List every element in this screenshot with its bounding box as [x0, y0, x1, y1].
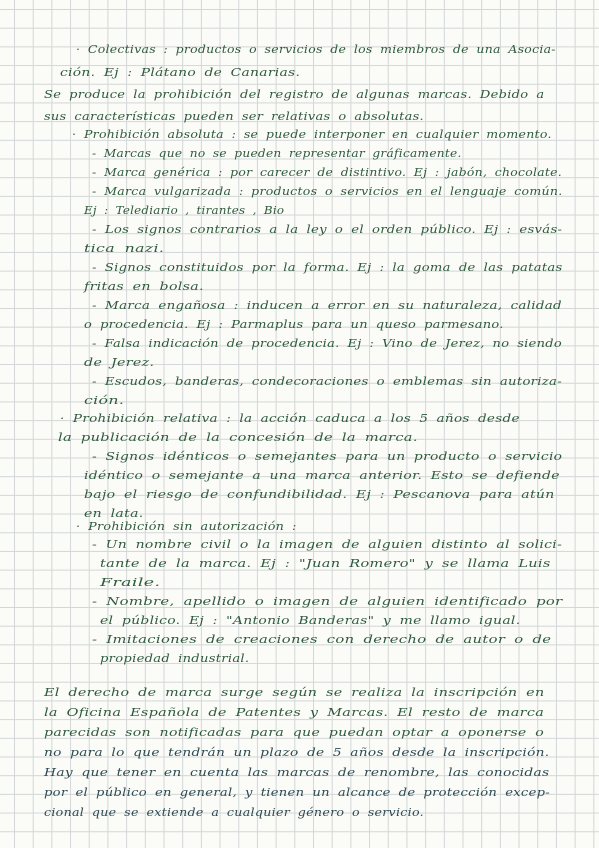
- note-line: · Prohibición relativa : la acción caduca a los 5 años desde: [60, 412, 520, 425]
- note-line: - Marca genérica : por carecer de distintivo. Ej : jabón, chocolate.: [92, 166, 563, 179]
- note-line: - Los signos contrarios a la ley o el orden público. Ej : esvás-: [92, 223, 563, 236]
- note-line: no para lo que tendrán un plazo de 5 años desde la inscripción.: [44, 746, 550, 759]
- note-line: bajo el riesgo de confundibilidad. Ej : Pescanova para atún: [84, 488, 555, 501]
- note-line: - Escudos, banderas, condecoraciones o emblemas sin autoriza-: [92, 375, 562, 388]
- note-line: propiedad industrial.: [100, 652, 250, 665]
- note-line: por el público en general, y tienen un alcance de protección excep-: [44, 786, 551, 799]
- note-line: cional que se extiende a cualquier género o servicio.: [44, 806, 424, 819]
- note-line: El derecho de marca surge según se realiza la inscripción en: [44, 686, 545, 699]
- note-line: - Un nombre civil o la imagen de alguien distinto al solici-: [92, 538, 563, 551]
- note-line: - Imitaciones de creaciones con derecho de autor o de: [92, 633, 552, 646]
- note-line: - Marcas que no se pueden representar gráficamente.: [92, 147, 462, 160]
- note-line: · Prohibición sin autorización :: [76, 520, 297, 533]
- note-line: Ej : Telediario , tirantes , Bio: [84, 204, 285, 217]
- note-line: Fraile.: [100, 576, 161, 589]
- note-line: sus características pueden ser relativas o absolutas.: [44, 110, 424, 123]
- note-line: tante de la marca. Ej : "Juan Romero" y se llama Luis: [100, 557, 551, 570]
- note-line: · Prohibición absoluta : se puede interponer en cualquier momento.: [72, 128, 552, 141]
- note-line: - Falsa indicación de procedencia. Ej : Vino de Jerez, no siendo: [92, 337, 562, 350]
- note-line: ción. Ej : Plátano de Canarias.: [60, 66, 301, 79]
- note-line: la publicación de la concesión de la marca.: [58, 431, 418, 444]
- note-line: ción.: [84, 394, 125, 407]
- note-line: Se produce la prohibición del registro de algunas marcas. Debido a: [44, 88, 545, 101]
- note-line: el público. Ej : "Antonio Banderas" y me llamo igual.: [100, 614, 521, 627]
- note-line: · Colectivas : productos o servicios de los miembros de una Asocia-: [76, 43, 556, 56]
- note-line: o procedencia. Ej : Parmaplus para un queso parmesano.: [84, 318, 504, 331]
- note-line: - Signos constituidos por la forma. Ej : la goma de las patatas: [92, 261, 563, 274]
- note-line: - Signos idénticos o semejantes para un producto o servicio: [92, 450, 563, 463]
- note-line: - Marca vulgarizada : productos o servicios en el lenguaje común.: [92, 185, 563, 198]
- note-line: tica nazi.: [84, 242, 165, 255]
- note-line: parecidas son notificadas para que puedan optar a oponerse o: [44, 726, 545, 739]
- note-line: idéntico o semejante a una marca anterior. Esto se defiende: [84, 469, 560, 482]
- note-line: en lata.: [84, 507, 144, 520]
- note-line: de Jerez.: [84, 356, 155, 369]
- note-line: Hay que tener en cuenta las marcas de renombre, las conocidas: [44, 766, 550, 779]
- note-line: - Nombre, apellido o imagen de alguien identificado por: [92, 595, 563, 608]
- note-line: - Marca engañosa : inducen a error en su naturaleza, calidad: [92, 299, 562, 312]
- note-line: fritas en bolsa.: [84, 280, 204, 293]
- note-line: la Oficina Española de Patentes y Marcas. El resto de marca: [44, 706, 545, 719]
